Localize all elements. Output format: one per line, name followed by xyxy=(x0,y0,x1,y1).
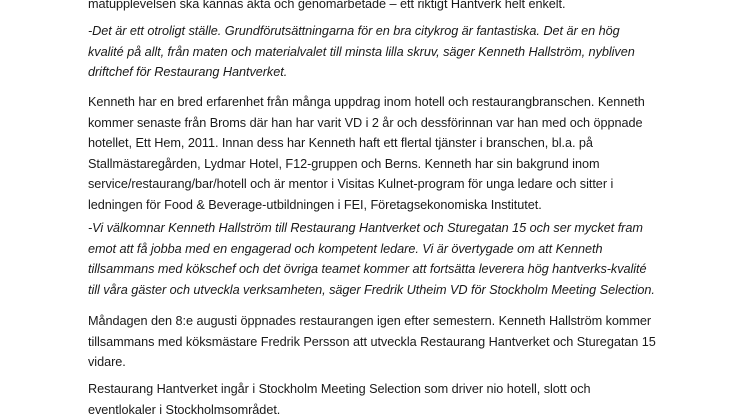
paragraph-line: Restaurang Hantverket ingår i Stockholm Meeting Selection som driver nio hotell, slott och xyxy=(88,382,591,396)
paragraph-intro-fragment xyxy=(88,0,728,15)
paragraph-line: tillsammans med kökschef och det övriga teamet kommer att fortsätta leverera hög hantverks-kvalité xyxy=(88,262,647,277)
paragraph-line: -Det är ett otroligt ställe. Grundförutsättningarna för en bra citykrog är fantastiska. Det är en hög xyxy=(88,24,620,38)
paragraph-line: Kenneth har en bred erfarenhet från många uppdrag inom hotell och restaurangbranschen. Kenneth xyxy=(88,95,645,109)
paragraph-line: vidare. xyxy=(88,355,126,370)
paragraph-line: Måndagen den 8:e augusti öppnades restaurangen igen efter semestern. Kenneth Hallström kommer xyxy=(88,314,652,328)
paragraph-line: till våra gäster och utveckla verksamheten, säger Fredrik Utheim VD för Stockholm Meeting Selection. xyxy=(88,282,655,297)
paragraph-line: tillsammans med köksmästare Fredrik Persson att utveckla Restaurang Hantverket och Sturegatan 15 xyxy=(88,334,656,349)
paragraph-about-company xyxy=(88,379,728,419)
paragraph-reopening xyxy=(88,311,728,373)
paragraph-line: ledningen för Food & Beverage-utbildningen i FEI, Företagsekonomiska Institutet. xyxy=(88,197,542,212)
paragraph-line: eventlokaler i Stockholmsområdet. xyxy=(88,402,281,417)
paragraph-line: emot att få jobba med en engagerad och kompetent ledare. Vi är övertygade om att Kenneth xyxy=(88,241,603,256)
paragraph-line: kommer senaste från Broms där han har varit VD i 2 år och dessförinnan var han med och öppnade xyxy=(88,115,643,130)
paragraph-quote-fredrik xyxy=(88,218,728,300)
paragraph-background xyxy=(88,92,728,216)
paragraph-quote-kenneth xyxy=(88,21,728,83)
paragraph-line: driftchef för Restaurang Hantverket. xyxy=(88,65,288,80)
paragraph-line: service/restaurang/bar/hotell och är mentor i Visitas Kulnet-program för unga ledare och sitter i xyxy=(88,177,614,192)
paragraph-line: kvalité på allt, från maten och materialvalet till minsta lilla skruv, säger Kenneth Hallström, nybliven xyxy=(88,44,635,59)
paragraph-line: Stallmästaregården, Lydmar Hotel, F12-gruppen och Berns. Kenneth har sin bakgrund inom xyxy=(88,156,600,171)
paragraph-line: matupplevelsen ska kännas äkta och genomarbetade – ett riktigt Hantverk helt enkelt. xyxy=(88,0,566,11)
paragraph-line: hotellet, Ett Hem, 2011. Innan dess har Kenneth haft ett flertal tjänster i branschen, bl.a. på xyxy=(88,136,593,151)
paragraph-line: -Vi välkomnar Kenneth Hallström till Restaurang Hantverket och Sturegatan 15 och ser mycket fram xyxy=(88,221,643,235)
